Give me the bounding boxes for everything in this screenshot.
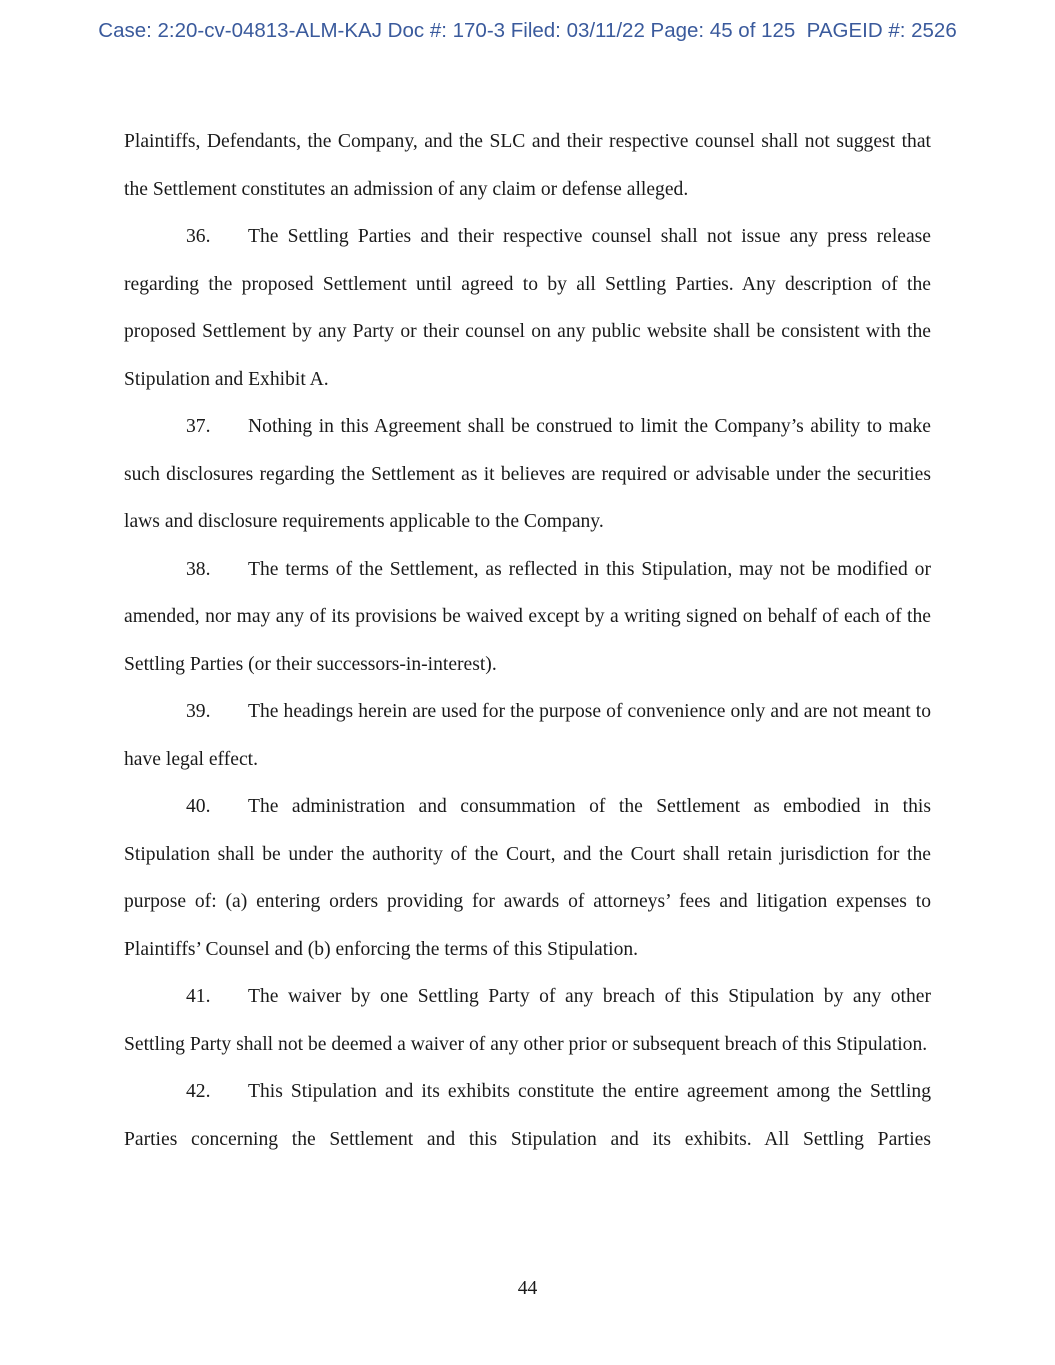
paragraph-38: [124, 546, 931, 689]
paragraph-number: 39.: [186, 701, 211, 722]
paragraph-text: Nothing in this Agreement shall be construed to limit the Company’s ability to make such disclosures regarding the Settlement as it believes are required or advisable under the securities laws and disclosure requirements applicable to the Company.: [124, 416, 931, 532]
paragraph-text: The waiver by one Settling Party of any breach of this Stipulation by any other Settling Party shall not be deemed a waiver of any other prior or subsequent breach of this Stipulation.: [124, 986, 931, 1055]
paragraph-text: The administration and consummation of the Settlement as embodied in this Stipulation shall be under the authority of the Court, and the Court shall retain jurisdiction for the purpose of: (a) entering orders providing for awards of attorneys’ fees and litigation expenses to Plaintiffs’ Counsel and (b) enforcing the terms of this Stipulation.: [124, 796, 931, 960]
paragraph-number: 42.: [186, 1081, 211, 1102]
continuation-paragraph: Plaintiffs, Defendants, the Company, and the SLC and their respective counsel shall not suggest that the Settlement constitutes an admission of any claim or defense alleged.: [124, 131, 931, 200]
paragraph-39: [124, 688, 931, 783]
paragraph-42: [124, 1068, 931, 1163]
paragraph-text: The headings herein are used for the purpose of convenience only and are not meant to have legal effect.: [124, 701, 931, 770]
paragraph-text: The Settling Parties and their respective counsel shall not issue any press release regarding the proposed Settlement until agreed to by all Settling Parties. Any description of the proposed Settlement by any Party or their counsel on any public website shall be consistent with the Stipulation and Exhibit A.: [124, 226, 931, 390]
paragraph-text: This Stipulation and its exhibits constitute the entire agreement among the Settling Parties concerning the Settlement and this Stipulation and its exhibits. All Settling Parties: [124, 1081, 931, 1150]
paragraph-37: [124, 403, 931, 546]
paragraph-41: [124, 973, 931, 1068]
document-body: [124, 118, 931, 1163]
page-number: 44: [517, 1278, 538, 1299]
case-header: Case: 2:20-cv-04813-ALM-KAJ Doc #: 170-3 Filed: 03/11/22 Page: 45 of 125 PAGEID #: 2526: [98, 19, 957, 42]
paragraph-number: 36.: [186, 226, 211, 247]
paragraph-text: The terms of the Settlement, as reflected in this Stipulation, may not be modified or amended, nor may any of its provisions be waived except by a writing signed on behalf of each of the Settling Parties (or their successors-in-interest).: [124, 558, 931, 675]
paragraph-40: [124, 783, 931, 973]
paragraph-number: 41.: [186, 986, 211, 1007]
paragraph-number: 38.: [186, 558, 211, 580]
paragraph-number: 37.: [186, 416, 211, 437]
paragraph-36: [124, 213, 931, 403]
paragraph-number: 40.: [186, 796, 211, 817]
